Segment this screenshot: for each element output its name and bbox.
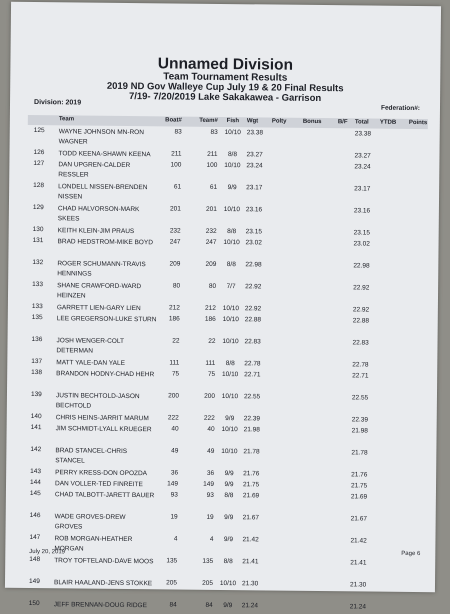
place-cell: 138 [31,368,43,377]
place-cell: 140 [30,412,42,421]
boat-cell: 135 [166,557,178,565]
place-cell: 147 [29,533,41,542]
total-cell: 23.16 [353,207,371,215]
boat-cell: 186 [168,315,180,323]
team-number-cell: 205 [202,579,214,587]
col-ytdb: YTDB [379,119,397,126]
col-penalty: Polty [271,118,287,125]
team-number-cell: 22 [208,337,216,345]
weight-cell: 23.17 [246,184,263,192]
team-cell: DAN UPGREN-CALDER RESSLER [58,161,131,179]
team-number-cell: 83 [210,128,218,136]
team-number-cell: 40 [207,425,215,433]
total-cell: 22.92 [353,284,370,292]
team-number-cell: 186 [204,315,216,323]
total-cell: 21.78 [351,449,368,457]
team-cell: CHAD HALVORSON-MARK SKEES [57,205,140,223]
fish-cell: 10/10 [221,425,238,434]
weight-cell: 23.24 [246,162,263,170]
weight-cell: 22.78 [244,360,261,368]
boat-cell: 83 [174,128,182,136]
boat-cell: 49 [171,447,179,455]
weight-cell: 21.76 [243,470,260,478]
weight-cell: 21.98 [243,426,260,434]
fish-cell: 10/10 [223,206,241,214]
total-cell: 21.67 [350,515,368,523]
fish-cell: 8/8 [226,261,236,269]
total-cell: 21.41 [350,559,367,567]
boat-cell: 212 [168,304,180,312]
total-cell: 22.55 [351,394,369,402]
place-cell: 148 [29,555,41,564]
boat-cell: 84 [169,601,177,609]
team-number-cell: 212 [204,304,216,312]
weight-cell: 23.02 [245,239,262,247]
team-number-cell: 209 [205,260,217,268]
total-cell: 23.15 [353,229,370,237]
place-cell: 143 [30,467,42,476]
team-cell: LONDELL NISSEN-BRENDEN NISSEN [58,183,148,201]
col-points: Points [408,119,428,127]
col-weight: Wgt [246,118,259,125]
team-cell: TODD KEENA-SHAWN KEENA [58,150,151,159]
boat-cell: 19 [170,513,178,521]
boat-cell: 247 [169,238,181,246]
place-cell: 127 [33,160,45,168]
team-cell: LEE GREGERSON-LUKE STURN [56,315,157,324]
team-number-cell: 111 [205,359,216,367]
col-bonus: Bonus [302,118,322,126]
team-number-cell: 232 [205,227,217,235]
weight-cell: 23.15 [245,228,263,236]
event-name: 2019 ND Gov Walleye Cup July 19 & 20 Final Results [106,80,344,95]
boat-cell: 22 [172,337,180,345]
fish-cell: 8/8 [225,360,235,368]
weight-cell: 22.98 [245,261,262,269]
team-number-cell: 247 [205,238,217,246]
team-cell: ROB MORGAN-HEATHER MORGAN [54,535,133,553]
place-cell: 150 [28,599,40,608]
team-number-cell: 93 [206,491,214,499]
place-cell: 142 [30,445,42,454]
total-cell: 22.98 [353,262,370,270]
results-sheet [5,2,441,611]
fish-cell: 9/9 [225,415,235,423]
team-number-cell: 84 [205,601,213,609]
total-cell: 23.24 [354,163,371,171]
total-cell: 23.17 [354,185,371,193]
total-cell: 21.42 [350,537,367,545]
team-cell: JUSTIN BECHTOLD-JASON BECHTOLD [55,392,140,410]
team-cell: JOSH WENGER-COLT DETERMAN [56,337,124,355]
team-number-cell: 100 [206,161,218,169]
weight-cell: 23.27 [246,151,263,159]
place-cell: 131 [32,237,44,245]
fish-cell: 10/10 [224,162,241,170]
fish-cell: 10/10 [222,304,240,313]
col-bf: B/F [337,119,348,126]
team-number-cell: 19 [206,513,214,521]
team-cell: PERRY KRESS-DON OPOZDA [55,469,148,478]
fish-cell: 7/7 [226,283,236,291]
boat-cell: 222 [167,414,179,422]
boat-cell: 4 [173,535,178,543]
weight-cell: 23.16 [245,206,263,214]
team-cell: CHAD TALBOTT-JARETT BAUER [54,491,155,500]
boat-cell: 149 [167,480,179,488]
col-team-number: Team# [199,117,218,124]
fish-cell: 9/9 [223,536,234,544]
place-cell: 126 [33,149,45,157]
total-cell: 22.83 [352,339,369,347]
weight-cell: 23.38 [246,129,264,137]
team-cell: MATT YALE-DAN YALE [56,359,125,367]
total-cell: 22.88 [352,317,370,325]
weight-cell: 21.69 [242,492,260,500]
team-cell: DAN VOLLER-TED FINREITE [54,480,143,489]
fish-cell: 10/10 [222,315,239,324]
team-cell: BRAD HEDSTROM-MIKE BOYD [57,238,153,247]
fish-cell: 10/10 [221,447,238,456]
boat-cell: 232 [169,227,181,235]
place-cell: 133 [31,302,43,311]
weight-cell: 21.67 [242,514,260,522]
team-cell: GARRETT LIEN-GARY LIEN [56,304,141,313]
weight-cell: 21.75 [242,481,260,489]
weight-cell: 22.88 [244,316,262,324]
team-cell: ROGER SCHUMANN-TRAVIS HENNINGS [57,260,146,278]
total-cell: 22.39 [351,416,369,424]
col-fish: Fish [226,118,240,125]
boat-cell: 205 [166,579,178,587]
boat-cell: 201 [170,205,181,213]
footer-date: July 20, 2019 [29,548,66,556]
total-cell: 21.98 [351,427,368,435]
fish-cell: 8/8 [223,558,233,566]
total-cell: 21.24 [349,603,367,611]
place-cell: 132 [32,259,44,267]
place-cell: 133 [32,281,44,289]
weight-cell: 22.55 [243,393,261,401]
total-cell: 22.71 [352,372,369,380]
total-cell: 23.38 [354,130,372,138]
col-team: Team [58,116,75,123]
team-number-cell: 222 [203,414,215,422]
fish-cell: 10/10 [219,579,237,588]
total-cell: 21.69 [350,493,368,501]
page-number: Page 6 [401,550,421,558]
weight-cell: 22.92 [245,283,262,291]
fish-cell: 9/9 [227,184,237,192]
total-cell: 21.30 [349,581,367,589]
team-number-cell: 49 [207,447,215,455]
place-cell: 129 [32,204,44,212]
division-label: Division: 2019 [33,99,82,107]
team-cell: JEFF BRENNAN-DOUG RIDGE [53,601,147,610]
team-cell: KEITH KLEIN-JIM PRAUS [57,227,135,236]
boat-cell: 211 [171,150,182,158]
team-number-cell: 36 [206,469,215,477]
team-number-cell: 149 [203,480,215,488]
fish-cell: 10/10 [222,337,239,346]
results-table [23,126,428,614]
boat-cell: 40 [171,425,179,433]
fish-cell: 8/8 [224,492,234,500]
weight-cell: 21.24 [241,602,259,610]
team-cell: SHANE CRAWFORD-WARD HEINZEN [56,282,142,300]
page-title: Unnamed Division [157,55,294,74]
boat-cell: 80 [172,282,181,290]
place-cell: 136 [31,335,43,344]
total-cell: 22.78 [352,361,369,369]
fish-cell: 10/10 [222,370,239,379]
boat-cell: 93 [170,491,178,499]
place-cell: 125 [33,127,45,135]
boat-cell: 200 [168,392,179,400]
boat-cell: 209 [169,260,181,268]
place-cell: 145 [29,489,41,498]
fish-cell: 8/8 [227,228,237,236]
total-cell: 23.27 [354,152,371,160]
team-cell: WAYNE JOHNSON MN-RON WAGNER [58,128,144,146]
team-number-cell: 80 [208,282,217,290]
team-number-cell: 201 [206,205,217,213]
team-number-cell: 4 [209,535,214,543]
total-cell: 21.76 [351,471,368,479]
team-cell: BLAIR HAALAND-JENS STOKKE [53,579,153,588]
col-boat: Boat# [165,117,182,124]
weight-cell: 21.78 [243,448,260,456]
weight-cell: 22.39 [243,415,261,423]
place-cell: 144 [30,478,41,487]
team-cell: CHRIS HEINS-JARRIT MARUM [55,414,149,423]
place-cell: 137 [31,357,43,366]
boat-cell: 111 [169,359,180,367]
place-cell: 139 [30,390,42,399]
weight-cell: 21.42 [242,536,259,544]
fish-cell: 10/10 [224,129,241,137]
boat-cell: 61 [173,183,182,191]
fish-cell: 8/8 [227,151,238,159]
team-number-cell: 75 [207,370,216,378]
weight-cell: 22.71 [244,371,261,379]
federation-label: Federation#: [380,104,421,113]
fish-cell: 9/9 [224,470,234,478]
weight-cell: 22.92 [244,305,262,313]
weight-cell: 21.41 [242,558,259,566]
team-number-cell: 61 [209,183,218,191]
team-number-cell: 200 [204,392,215,400]
place-cell: 135 [31,313,43,322]
event-dates-location: 7/19- 7/20/2019 Lake Sakakawea - Garrison [128,91,322,105]
fish-cell: 9/9 [224,481,234,489]
place-cell: 130 [32,226,44,234]
team-cell: JIM SCHMIDT-LYALL KRUEGER [55,425,152,434]
place-cell: 128 [33,182,45,190]
boat-cell: 36 [170,469,179,477]
team-cell: BRANDON HODNY-CHAD HEHR [56,370,155,379]
team-cell: BRAD STANCEL-CHRIS STANCEL [55,447,128,465]
weight-cell: 22.83 [244,338,261,346]
fish-cell: 9/9 [224,514,234,522]
fish-cell: 10/10 [221,392,239,401]
team-number-cell: 135 [202,557,214,565]
boat-cell: 75 [171,370,180,378]
team-number-cell: 211 [207,150,218,158]
boat-cell: 100 [170,161,182,169]
team-cell: WADE GROVES-DREW GROVES [54,513,126,531]
total-cell: 21.75 [350,482,368,490]
report-subtitle: Team Tournament Results [163,71,288,84]
place-cell: 146 [29,511,41,520]
fish-cell: 10/10 [223,239,240,247]
team-cell: TROY TOFTELAND-DAVE MOOS [54,557,154,566]
place-cell: 141 [30,423,42,432]
weight-cell: 21.30 [241,580,259,588]
total-cell: 23.02 [353,240,370,248]
place-cell: 149 [28,577,40,586]
total-cell: 22.92 [352,306,370,314]
col-total: Total [354,119,369,126]
fish-cell: 9/9 [223,602,233,610]
